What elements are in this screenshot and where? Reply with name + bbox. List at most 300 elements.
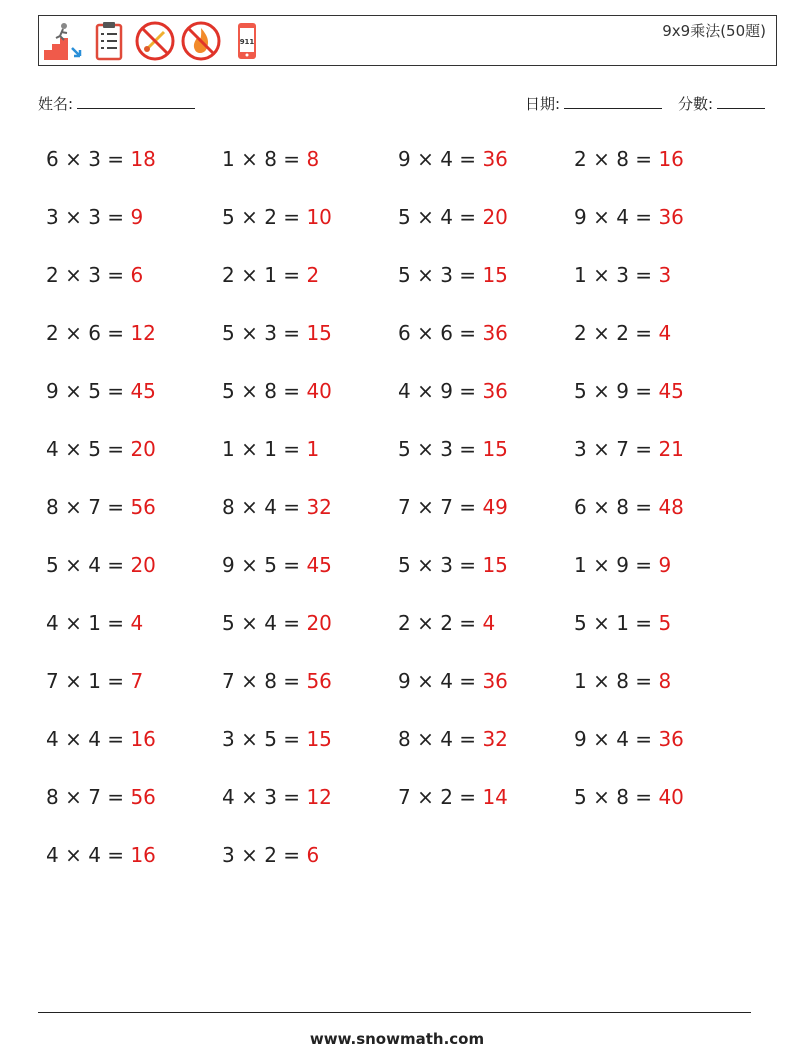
times-sign: × xyxy=(410,669,441,693)
factor-a: 3 xyxy=(222,843,235,867)
factor-b: 5 xyxy=(88,437,101,461)
answer: 15 xyxy=(482,553,508,577)
factor-a: 5 xyxy=(574,379,587,403)
factor-b: 7 xyxy=(88,785,101,809)
answer: 16 xyxy=(658,147,684,171)
answer: 3 xyxy=(658,263,672,287)
factor-a: 4 xyxy=(46,437,59,461)
factor-a: 9 xyxy=(46,379,59,403)
equals-sign: = xyxy=(100,727,131,751)
problem-item xyxy=(46,205,143,229)
factor-a: 3 xyxy=(46,205,59,229)
times-sign: × xyxy=(234,669,265,693)
equals-sign: = xyxy=(628,727,659,751)
times-sign: × xyxy=(58,321,89,345)
factor-b: 2 xyxy=(440,785,453,809)
problem-item xyxy=(46,379,156,403)
times-sign: × xyxy=(586,205,617,229)
answer: 12 xyxy=(306,785,332,809)
name-label: 姓名: xyxy=(38,95,74,113)
name-field xyxy=(38,93,195,114)
problem-item xyxy=(574,785,684,809)
factor-a: 2 xyxy=(574,321,587,345)
times-sign: × xyxy=(586,321,617,345)
factor-a: 8 xyxy=(398,727,411,751)
factor-b: 3 xyxy=(88,205,101,229)
factor-a: 3 xyxy=(574,437,587,461)
name-blank[interactable] xyxy=(77,94,195,109)
times-sign: × xyxy=(58,263,89,287)
problem-item xyxy=(398,379,508,403)
answer: 5 xyxy=(658,611,672,635)
times-sign: × xyxy=(586,727,617,751)
factor-b: 3 xyxy=(440,553,453,577)
times-sign: × xyxy=(586,495,617,519)
worksheet-header xyxy=(38,15,777,66)
factor-a: 8 xyxy=(222,495,235,519)
factor-a: 6 xyxy=(398,321,411,345)
factor-a: 7 xyxy=(398,785,411,809)
times-sign: × xyxy=(586,669,617,693)
factor-b: 4 xyxy=(616,727,629,751)
problem-item xyxy=(398,495,508,519)
equals-sign: = xyxy=(452,205,483,229)
equals-sign: = xyxy=(452,437,483,461)
problem-item xyxy=(574,437,684,461)
times-sign: × xyxy=(234,321,265,345)
answer: 40 xyxy=(658,785,684,809)
factor-b: 5 xyxy=(264,727,277,751)
times-sign: × xyxy=(410,263,441,287)
answer: 15 xyxy=(306,321,332,345)
equals-sign: = xyxy=(452,727,483,751)
factor-b: 4 xyxy=(440,205,453,229)
answer: 48 xyxy=(658,495,684,519)
equals-sign: = xyxy=(276,379,307,403)
answer: 16 xyxy=(130,727,156,751)
factor-a: 9 xyxy=(398,669,411,693)
factor-b: 3 xyxy=(616,263,629,287)
times-sign: × xyxy=(410,727,441,751)
answer: 16 xyxy=(130,843,156,867)
equals-sign: = xyxy=(452,611,483,635)
times-sign: × xyxy=(586,611,617,635)
problem-item xyxy=(46,611,143,635)
times-sign: × xyxy=(410,611,441,635)
footer-divider xyxy=(38,1012,751,1013)
equals-sign: = xyxy=(276,611,307,635)
problem-item xyxy=(222,147,319,171)
answer: 21 xyxy=(658,437,684,461)
factor-b: 8 xyxy=(616,147,629,171)
equals-sign: = xyxy=(452,263,483,287)
equals-sign: = xyxy=(100,147,131,171)
equals-sign: = xyxy=(100,321,131,345)
equals-sign: = xyxy=(452,147,483,171)
answer: 9 xyxy=(658,553,672,577)
problem-item xyxy=(574,669,671,693)
factor-b: 8 xyxy=(616,785,629,809)
equals-sign: = xyxy=(100,843,131,867)
times-sign: × xyxy=(410,553,441,577)
equals-sign: = xyxy=(628,263,659,287)
times-sign: × xyxy=(586,553,617,577)
problem-item xyxy=(46,727,156,751)
factor-a: 4 xyxy=(46,727,59,751)
equals-sign: = xyxy=(276,843,307,867)
factor-a: 7 xyxy=(46,669,59,693)
equals-sign: = xyxy=(452,321,483,345)
factor-b: 4 xyxy=(264,611,277,635)
problem-item xyxy=(222,379,332,403)
equals-sign: = xyxy=(276,263,307,287)
factor-b: 5 xyxy=(88,379,101,403)
times-sign: × xyxy=(58,205,89,229)
factor-a: 2 xyxy=(398,611,411,635)
factor-b: 9 xyxy=(440,379,453,403)
factor-a: 2 xyxy=(222,263,235,287)
factor-a: 5 xyxy=(574,785,587,809)
problem-item xyxy=(398,727,508,751)
problem-item xyxy=(46,321,156,345)
answer: 6 xyxy=(306,843,320,867)
factor-a: 9 xyxy=(222,553,235,577)
factor-a: 9 xyxy=(574,727,587,751)
no-matches-icon xyxy=(134,20,176,62)
problem-item xyxy=(574,147,684,171)
equals-sign: = xyxy=(628,495,659,519)
times-sign: × xyxy=(58,669,89,693)
footer-site: www.snowmath.com xyxy=(309,1030,485,1048)
times-sign: × xyxy=(58,611,89,635)
factor-b: 4 xyxy=(616,205,629,229)
answer: 49 xyxy=(482,495,508,519)
problem-item xyxy=(222,843,319,867)
times-sign: × xyxy=(410,205,441,229)
factor-a: 1 xyxy=(574,263,587,287)
worksheet-title: 9x9乘法(50題) xyxy=(662,22,766,40)
factor-a: 1 xyxy=(222,437,235,461)
equals-sign: = xyxy=(628,669,659,693)
problem-item xyxy=(222,785,332,809)
no-fire-icon xyxy=(180,20,222,62)
answer: 32 xyxy=(482,727,508,751)
answer: 36 xyxy=(482,321,508,345)
equals-sign: = xyxy=(100,611,131,635)
factor-a: 9 xyxy=(398,147,411,171)
problem-item xyxy=(574,321,671,345)
factor-b: 9 xyxy=(616,379,629,403)
times-sign: × xyxy=(410,785,441,809)
answer: 56 xyxy=(306,669,332,693)
factor-b: 1 xyxy=(88,611,101,635)
times-sign: × xyxy=(234,205,265,229)
times-sign: × xyxy=(586,147,617,171)
factor-b: 4 xyxy=(264,495,277,519)
problem-item xyxy=(574,553,671,577)
equals-sign: = xyxy=(100,785,131,809)
times-sign: × xyxy=(410,495,441,519)
problem-item xyxy=(222,553,332,577)
problem-item xyxy=(222,321,332,345)
equals-sign: = xyxy=(628,611,659,635)
problem-item xyxy=(222,727,332,751)
answer: 14 xyxy=(482,785,508,809)
factor-b: 8 xyxy=(264,379,277,403)
phone-911-icon xyxy=(226,20,268,62)
answer: 20 xyxy=(482,205,508,229)
problem-item xyxy=(398,147,508,171)
factor-a: 5 xyxy=(222,205,235,229)
factor-a: 1 xyxy=(574,553,587,577)
factor-b: 3 xyxy=(88,147,101,171)
problem-item xyxy=(222,263,319,287)
factor-b: 1 xyxy=(616,611,629,635)
factor-b: 4 xyxy=(440,669,453,693)
factor-a: 5 xyxy=(222,379,235,403)
problem-item xyxy=(398,321,508,345)
problem-item xyxy=(46,495,156,519)
factor-b: 1 xyxy=(264,263,277,287)
equals-sign: = xyxy=(276,147,307,171)
answer: 45 xyxy=(658,379,684,403)
problem-item xyxy=(398,611,495,635)
answer: 45 xyxy=(306,553,332,577)
factor-b: 8 xyxy=(616,495,629,519)
times-sign: × xyxy=(58,437,89,461)
equals-sign: = xyxy=(276,553,307,577)
factor-a: 4 xyxy=(222,785,235,809)
factor-b: 6 xyxy=(440,321,453,345)
answer: 20 xyxy=(130,553,156,577)
factor-a: 5 xyxy=(222,321,235,345)
factor-b: 2 xyxy=(440,611,453,635)
answer: 12 xyxy=(130,321,156,345)
problem-item xyxy=(46,437,156,461)
factor-b: 7 xyxy=(440,495,453,519)
equals-sign: = xyxy=(276,321,307,345)
times-sign: × xyxy=(586,437,617,461)
problem-item xyxy=(398,437,508,461)
answer: 4 xyxy=(482,611,496,635)
equals-sign: = xyxy=(276,785,307,809)
factor-a: 8 xyxy=(46,785,59,809)
equals-sign: = xyxy=(100,495,131,519)
equals-sign: = xyxy=(452,553,483,577)
answer: 15 xyxy=(482,437,508,461)
factor-a: 2 xyxy=(574,147,587,171)
checklist-clipboard-icon xyxy=(88,20,130,62)
problem-item xyxy=(574,727,684,751)
equals-sign: = xyxy=(628,321,659,345)
factor-b: 3 xyxy=(264,785,277,809)
factor-a: 7 xyxy=(222,669,235,693)
factor-b: 6 xyxy=(88,321,101,345)
answer: 45 xyxy=(130,379,156,403)
times-sign: × xyxy=(410,147,441,171)
equals-sign: = xyxy=(452,785,483,809)
times-sign: × xyxy=(234,843,265,867)
factor-a: 4 xyxy=(46,843,59,867)
factor-a: 1 xyxy=(222,147,235,171)
answer: 1 xyxy=(306,437,320,461)
equals-sign: = xyxy=(276,495,307,519)
equals-sign: = xyxy=(100,437,131,461)
factor-a: 5 xyxy=(398,553,411,577)
problem-item xyxy=(398,669,508,693)
equals-sign: = xyxy=(452,669,483,693)
problem-item xyxy=(46,147,156,171)
factor-b: 8 xyxy=(264,669,277,693)
equals-sign: = xyxy=(628,147,659,171)
answer: 40 xyxy=(306,379,332,403)
equals-sign: = xyxy=(276,437,307,461)
answer: 8 xyxy=(306,147,320,171)
equals-sign: = xyxy=(100,669,131,693)
problem-item xyxy=(46,785,156,809)
equals-sign: = xyxy=(628,437,659,461)
factor-a: 5 xyxy=(398,205,411,229)
answer: 6 xyxy=(130,263,144,287)
factor-a: 6 xyxy=(574,495,587,519)
factor-b: 8 xyxy=(616,669,629,693)
factor-a: 5 xyxy=(46,553,59,577)
problem-item xyxy=(222,437,319,461)
answer: 36 xyxy=(482,379,508,403)
factor-a: 1 xyxy=(574,669,587,693)
answer: 15 xyxy=(306,727,332,751)
factor-b: 7 xyxy=(88,495,101,519)
equals-sign: = xyxy=(100,263,131,287)
factor-b: 9 xyxy=(616,553,629,577)
equals-sign: = xyxy=(628,785,659,809)
problem-item xyxy=(574,205,684,229)
times-sign: × xyxy=(410,379,441,403)
score-label: 分數: xyxy=(678,95,714,113)
problem-item xyxy=(46,843,156,867)
equals-sign: = xyxy=(452,495,483,519)
answer: 36 xyxy=(482,147,508,171)
problem-item xyxy=(222,495,332,519)
factor-a: 5 xyxy=(574,611,587,635)
problem-item xyxy=(222,669,332,693)
factor-a: 2 xyxy=(46,321,59,345)
date-blank[interactable] xyxy=(564,94,662,109)
factor-a: 8 xyxy=(46,495,59,519)
answer: 4 xyxy=(658,321,672,345)
equals-sign: = xyxy=(100,379,131,403)
times-sign: × xyxy=(234,785,265,809)
problem-item xyxy=(574,263,671,287)
times-sign: × xyxy=(58,147,89,171)
answer: 15 xyxy=(482,263,508,287)
factor-a: 3 xyxy=(222,727,235,751)
factor-b: 1 xyxy=(264,437,277,461)
factor-b: 4 xyxy=(440,147,453,171)
times-sign: × xyxy=(58,495,89,519)
equals-sign: = xyxy=(628,379,659,403)
problem-item xyxy=(398,785,508,809)
times-sign: × xyxy=(234,553,265,577)
times-sign: × xyxy=(410,437,441,461)
factor-b: 5 xyxy=(264,553,277,577)
times-sign: × xyxy=(234,611,265,635)
equals-sign: = xyxy=(452,379,483,403)
factor-b: 4 xyxy=(88,843,101,867)
answer: 2 xyxy=(306,263,320,287)
equals-sign: = xyxy=(628,553,659,577)
equals-sign: = xyxy=(628,205,659,229)
factor-a: 5 xyxy=(398,263,411,287)
times-sign: × xyxy=(234,147,265,171)
times-sign: × xyxy=(58,727,89,751)
score-blank[interactable] xyxy=(717,94,765,109)
times-sign: × xyxy=(234,263,265,287)
factor-a: 4 xyxy=(398,379,411,403)
factor-b: 3 xyxy=(88,263,101,287)
factor-b: 4 xyxy=(440,727,453,751)
times-sign: × xyxy=(58,785,89,809)
equals-sign: = xyxy=(276,727,307,751)
factor-b: 4 xyxy=(88,727,101,751)
factor-a: 7 xyxy=(398,495,411,519)
factor-a: 4 xyxy=(46,611,59,635)
factor-b: 2 xyxy=(264,205,277,229)
answer: 20 xyxy=(306,611,332,635)
times-sign: × xyxy=(586,379,617,403)
problem-item xyxy=(574,495,684,519)
factor-b: 3 xyxy=(440,437,453,461)
problem-item xyxy=(574,379,684,403)
answer: 10 xyxy=(306,205,332,229)
answer: 36 xyxy=(658,727,684,751)
answer: 56 xyxy=(130,785,156,809)
problem-item xyxy=(574,611,671,635)
answer: 9 xyxy=(130,205,144,229)
header-icons xyxy=(42,19,268,63)
date-field xyxy=(525,93,662,114)
times-sign: × xyxy=(234,495,265,519)
answer: 56 xyxy=(130,495,156,519)
problem-item xyxy=(46,669,143,693)
problem-item xyxy=(398,263,508,287)
times-sign: × xyxy=(586,263,617,287)
answer: 8 xyxy=(658,669,672,693)
problem-item xyxy=(46,553,156,577)
date-label: 日期: xyxy=(525,95,561,113)
problem-item xyxy=(222,205,332,229)
times-sign: × xyxy=(234,379,265,403)
problem-item xyxy=(46,263,143,287)
equals-sign: = xyxy=(100,553,131,577)
factor-b: 8 xyxy=(264,147,277,171)
times-sign: × xyxy=(234,727,265,751)
factor-b: 2 xyxy=(264,843,277,867)
times-sign: × xyxy=(410,321,441,345)
equals-sign: = xyxy=(276,669,307,693)
svg-text:911: 911 xyxy=(239,38,255,46)
factor-b: 2 xyxy=(616,321,629,345)
equals-sign: = xyxy=(100,205,131,229)
problem-item xyxy=(222,611,332,635)
factor-a: 9 xyxy=(574,205,587,229)
answer: 7 xyxy=(130,669,144,693)
factor-b: 7 xyxy=(616,437,629,461)
factor-b: 4 xyxy=(88,553,101,577)
problem-item xyxy=(398,205,508,229)
answer: 4 xyxy=(130,611,144,635)
times-sign: × xyxy=(58,553,89,577)
